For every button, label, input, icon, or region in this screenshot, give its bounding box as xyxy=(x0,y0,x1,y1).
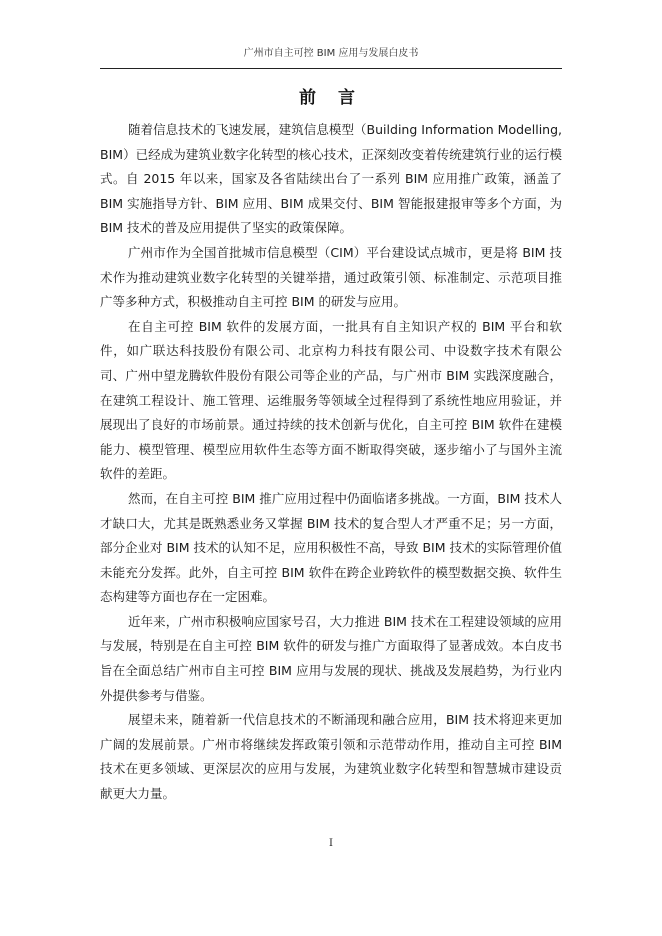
page-title: 前 言 xyxy=(299,88,363,108)
header-divider xyxy=(100,68,562,69)
paragraph-6: 展望未来，随着新一代信息技术的不断涌现和融合应用，BIM 技术将迎来更加广阔的发展前景。广州市将继续发挥政策引领和示范带动作用，推动自主可控 BIM 技术在更多领域、更深层次的应用与发展，为建筑业数字化转型和智慧城市建设贡献更大力量。 xyxy=(100,712,562,802)
body-text xyxy=(100,118,562,807)
page-number: I xyxy=(329,838,333,849)
paragraph-4: 然而，在自主可控 BIM 推广应用过程中仍面临诸多挑战。一方面，BIM 技术人才缺口大，尤其是既熟悉业务又掌握 BIM 技术的复合型人才严重不足；另一方面，部分企业对 BIM 技术的认知不足，应用积极性不高，导致 BIM 技术的实际管理价值未能充分发挥。此外，自主可控 BIM 软件在跨企业跨软件的模型数据交换、软件生态构建等方面也存在一定困难。 xyxy=(100,490,562,605)
running-header: 广州市自主可控 BIM 应用与发展白皮书 xyxy=(243,48,419,59)
paragraph-2: 广州市作为全国首批城市信息模型（CIM）平台建设试点城市，更是将 BIM 技术作为推动建筑业数字化转型的关键举措，通过政策引领、标准制定、示范项目推广等多种方式，积极推动自主可控 BIM 的研发与应用。 xyxy=(100,244,562,310)
paragraph-1: 随着信息技术的飞速发展，建筑信息模型（Building Information Modelling, BIM）已经成为建筑业数字化转型的核心技术，正深刻改变着传统建筑行业的运行模式。自 2015 年以来，国家及各省陆续出台了一系列 BIM 应用推广政策，涵盖了 BIM 实施指导方针、BIM 应用、BIM 成果交付、BIM 智能报建报审等多个方面，为 BIM 技术的普及应用提供了坚实的政策保障。 xyxy=(100,122,562,236)
paragraph-3: 在自主可控 BIM 软件的发展方面，一批具有自主知识产权的 BIM 平台和软件，如广联达科技股份有限公司、北京构力科技有限公司、中设数字技术有限公司、广州中望龙腾软件股份有限公司等企业的产品，与广州市 BIM 实践深度融合，在建筑工程设计、施工管理、运维服务等领域全过程得到了系统性地应用验证，并展现出了良好的市场前景。通过持续的技术创新与优化，自主可控 BIM 软件在建模能力、模型管理、模型应用软件生态等方面不断取得突破，逐步缩小了与国外主流软件的差距。 xyxy=(100,318,562,482)
paragraph-5: 近年来，广州市积极响应国家号召，大力推进 BIM 技术在工程建设领域的应用与发展，特别是在自主可控 BIM 软件的研发与推广方面取得了显著成效。本白皮书旨在全面总结广州市自主可控 BIM 应用与发展的现状、挑战及发展趋势，为行业内外提供参考与借鉴。 xyxy=(100,613,562,703)
